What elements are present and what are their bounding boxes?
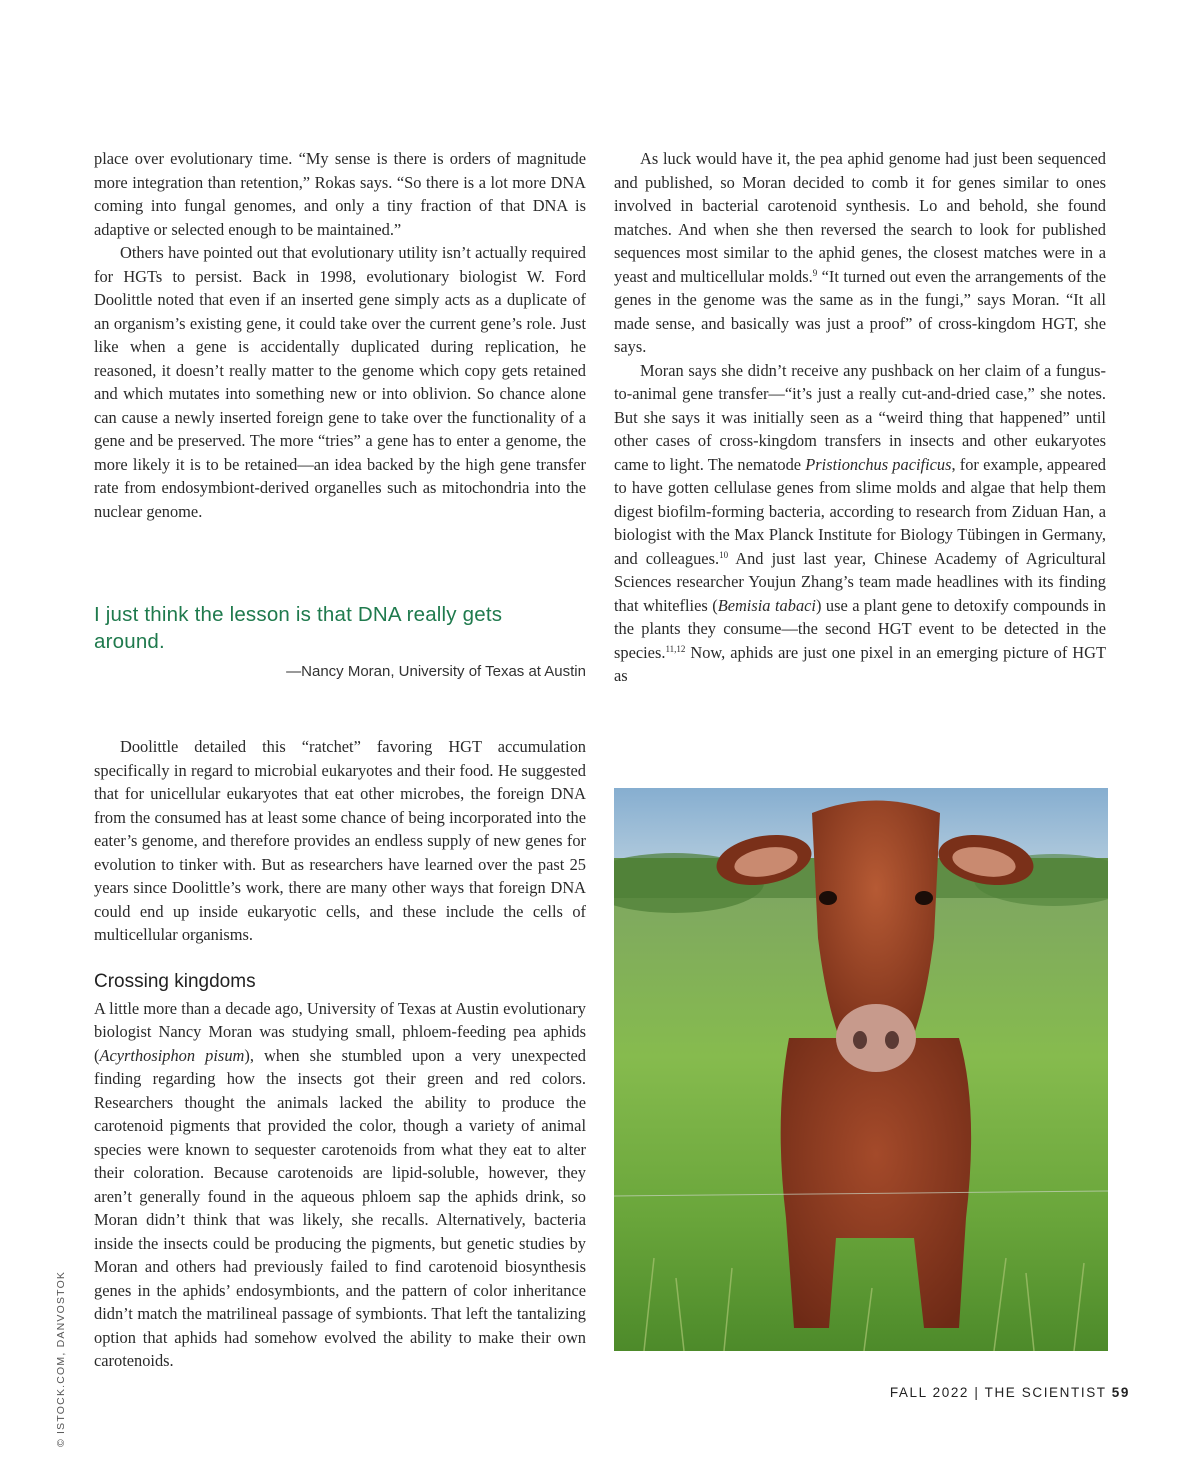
cow-illustration — [614, 788, 1108, 1351]
left-column-bottom — [94, 735, 586, 1373]
page-footer — [0, 1385, 1130, 1400]
pull-quote-text: I just think the lesson is that DNA really gets around. — [94, 603, 503, 653]
footer-issue: FALL 2022 | THE SCIENTIST — [889, 1385, 1107, 1400]
paragraph: A little more than a decade ago, University of Texas at Austin evolutionary biologist Nancy Moran was studying small, phloem-feeding pea aphids (Acyrthosiphon pisum), when she stumbled upon a very unexpected finding regarding how the insects got their green and red colors. Researchers thought the animals lacked the ability to produce the carotenoid pigments that provided the color, though a variety of animal species were known to sequester carotenoids from what they eat to alter their coloration. Because carotenoids are lipid-soluble, however, they aren’t generally found in the aqueous phloem sap the aphids drink, so Moran didn’t think that was likely, she recalls. Alternatively, bacteria inside the insects could be producing the pigments, but genetic studies by Moran and others had previously failed to find carotenoid biosynthesis genes in the aphids’ endosymbionts, and the pattern of color inheritance didn’t match the matrilineal passage of symbionts. That left the tantalizing option that aphids had somehow evolved the ability to make their own carotenoids. — [94, 998, 587, 1370]
pull-quote — [94, 601, 586, 680]
reference-marker: 11,12 — [665, 643, 686, 654]
paragraph: Others have pointed out that evolutionary utility isn’t actually required for HGTs to persist. Back in 1998, evolutionary biologist W. Ford Doolittle noted that even if an inserted gene simply acts as a duplicate of an organism’s existing gene, it could take over the current gene’s role. Just like when a gene is accidentally duplicated during replication, he reasoned, it doesn’t really matter to the genome which copy gets retained and which mutates into something new or into oblivion. So chance alone can cause a newly inserted foreign gene to take over the functionality of a gene and be preserved. The more “tries” a gene has to enter a genome, the more likely it is to be retained—an idea backed by the high gene transfer rate from endosymbiont-derived organelles such as mitochondria into the nuclear genome. — [94, 243, 586, 521]
right-column — [614, 147, 1106, 688]
species-name: Bemisia tabaci — [717, 595, 816, 615]
cow-photo — [614, 788, 1108, 1351]
photo-credit: © ISTOCK.COM, DANVOSTOK — [55, 1270, 67, 1447]
reference-marker: 9 — [812, 267, 818, 278]
pull-quote-attribution: —Nancy Moran, University of Texas at Austin — [286, 663, 586, 680]
species-name: Acyrthosiphon pisum — [99, 1045, 245, 1065]
section-subhead: Crossing kingdoms — [94, 970, 256, 992]
paragraph: Moran says she didn’t receive any pushback on her claim of a fungus-to-animal gene transfer—“it’s just a really cut-and-dried case,” she notes. But she says it was initially seen as a “weird thing that happened” until other cases of cross-kingdom transfers in insects and other eukaryotes came to light. The nematode Pristionchus pacificus, for example, appeared to have gotten cellulase genes from slime molds and algae that help them digest biofilm-forming bacteria, according to research from Ziduan Han, a biologist with the Max Planck Institute for Biology Tübingen in Germany, and colleagues.$^{10}$ And just last year, Chinese Academy of Agricultural Sciences researcher Youjun Zhang’s team made headlines with its finding that whiteflies (Bemisia tabaci) use a plant gene to detoxify compounds in the plants they consume—the second HGT event to be detected in the species.$^{11,12}$ Now, aphids are just one pixel in an emerging picture of HGT as — [614, 360, 1107, 685]
paragraph: Doolittle detailed this “ratchet” favoring HGT accumulation specifically in regard to microbial eukaryotes and their food. He suggested that for unicellular eukaryotes that eat other microbes, the foreign DNA from the consumed has at least some chance of being incorporated into the eater’s genome, and therefore provides an endless supply of new genes for evolution to tinker with. But as researchers have learned over the past 25 years since Doolittle’s work, there are many other ways that foreign DNA could end up inside eukaryotic cells, and these include the cells of multicellular organisms. — [94, 737, 586, 944]
reference-marker: 10 — [719, 549, 729, 560]
paragraph: As luck would have it, the pea aphid genome had just been sequenced and published, so Moran decided to comb it for genes similar to ones involved in bacterial carotenoid synthesis. Lo and behold, she found matches. And when she then reversed the search to look for published sequences most similar to the aphid genes, the closest matches were in a yeast and multicellular molds.$^9$ “It turned out even the arrangements of the genes in the genome was the same as in the fungi,” says Moran. “It all made sense, and basically was just a proof” of cross-kingdom HGT, she says. — [614, 149, 1106, 356]
page-number: 59 — [1111, 1385, 1130, 1400]
paragraph: place over evolutionary time. “My sense is there is orders of magnitude more integration than retention,” Rokas says. “So there is a lot more DNA coming into fungal genomes, and only a tiny fraction of that DNA is adaptive or selected enough to be maintained.” — [94, 149, 586, 239]
left-column-top — [94, 147, 586, 523]
species-name: Pristionchus pacificus — [805, 454, 952, 474]
